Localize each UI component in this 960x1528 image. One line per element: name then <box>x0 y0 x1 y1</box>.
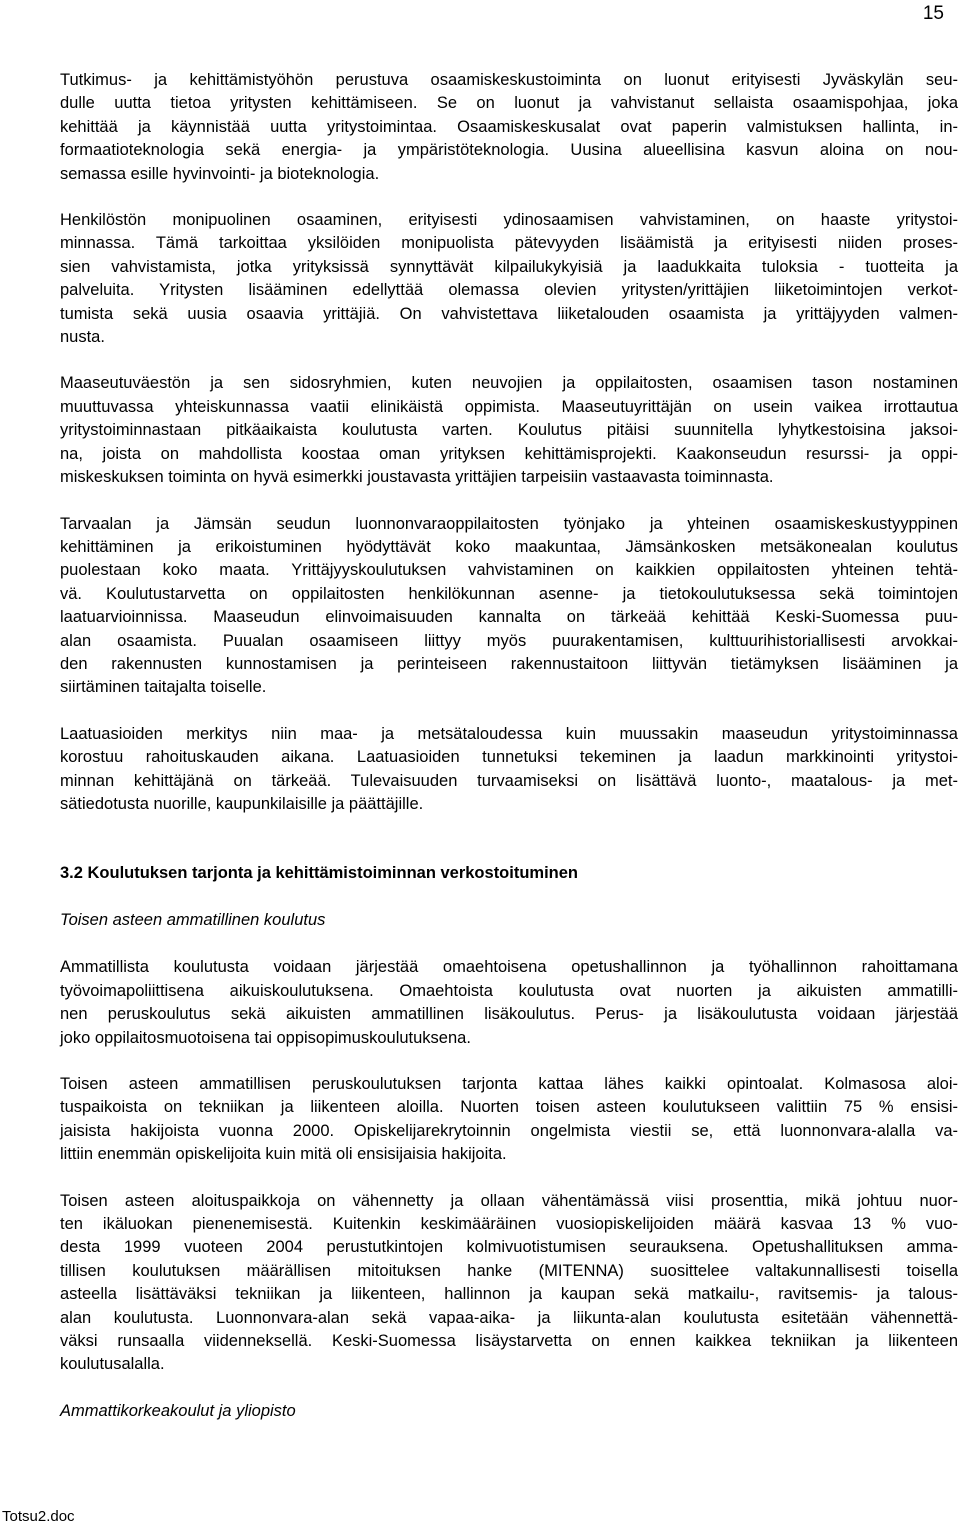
paragraph-line: Tarvaalan ja Jämsän seudun luonnonvaraoppilaitosten työnjako ja yhteinen osaamiskeskustyyppinen <box>60 514 958 533</box>
paragraph-line: palveluita. Yritysten lisääminen edellyttää olemassa olevien yritysten/yrittäjien liiketoimintojen verkot- <box>60 281 958 300</box>
paragraph-line: väksi runsaalla viidenneksellä. Keski-Suomessa lisäystarvetta on ennen kaikkea tekniikan ja liikenteen <box>60 1332 958 1351</box>
paragraph-line: minnan kehittäjänä on tärkeää. Tulevaisuuden turvaamiseksi on lisättävä luonto-, maatalous- ja met- <box>60 771 958 790</box>
paragraph-line: siirtäminen taitajalta toiselle. <box>60 678 267 697</box>
paragraph-line: jaisista hakijoista vuonna 2000. Opiskelijarekrytoinnin ongelmista viestii se, että luonnonvara-alalla va- <box>60 1121 958 1140</box>
section-heading: 3.2 Koulutuksen tarjonta ja kehittämistoiminnan verkostoituminen <box>60 864 579 883</box>
paragraph <box>60 723 958 817</box>
paragraph <box>60 69 958 186</box>
paragraph-line: Henkilöstön monipuolinen osaaminen, erityisesti ydinosaamisen vahvistaminen, on haaste yritystoi- <box>60 211 958 230</box>
paragraph-line: na, joista on mahdollista koostaa oman yrityksen kehittämisprojekti. Kaakonseudun resurssi- ja oppi- <box>60 444 958 463</box>
page-number: 15 <box>922 3 944 24</box>
paragraph <box>60 372 958 489</box>
paragraph-line: tumista sekä uusia osaavia yrittäjiä. On vahvistettava liiketalouden osaamista ja yrittäjyyden valmen- <box>60 304 958 323</box>
paragraph-line: puolestaan koko maata. Yrittäjyyskoulutuksen vahvistaminen on kaikkien oppilaitosten yhteinen tehtä- <box>60 561 958 580</box>
paragraph-line: Maaseutuväestön ja sen sidosryhmien, kuten neuvojien ja oppilaitosten, osaamisen tason nostaminen <box>60 374 958 393</box>
paragraph-line: Toisen asteen ammatillisen peruskoulutuksen tarjonta kattaa lähes kaikki opintoalat. Kolmasosa aloi- <box>60 1075 958 1093</box>
intro-paragraphs <box>60 69 958 816</box>
paragraph <box>60 1190 958 1377</box>
paragraph-line: vä. Koulutustarvetta on oppilaitosten henkilökunnan asenne- ja tietokoulutuksessa sekä toimintojen <box>60 584 958 603</box>
paragraph-line: koulutusalalla. <box>60 1355 165 1374</box>
paragraph-line: minnassa. Tämä tarkoittaa yksilöiden monipuolista pätevyyden lisäämistä ja erityisesti niiden proses- <box>60 234 958 253</box>
paragraph-line: laatuarvioinnissa. Maaseudun elinvoimaisuuden kannalta on tärkeää kehittää Keski-Suomessa puu- <box>60 608 958 627</box>
paragraph-line: Ammatillista koulutusta voidaan järjestää omaehtoisena opetushallinnon ja työhallinnon rahoittamana <box>60 958 958 977</box>
paragraph-line: työvoimapoliittisena aikuiskoulutuksena. Omaehtoista koulutusta ovat nuorten ja aikuisten ammatilli- <box>60 981 958 1000</box>
paragraph-line: alan koulutusta. Luonnonvara-alan sekä vapaa-aika- ja liikunta-alan koulutusta esitetään vähennettä- <box>60 1308 958 1327</box>
subheading-universities: Ammattikorkeakoulut ja yliopisto <box>60 1401 296 1420</box>
footer-filename: Totsu2.doc <box>2 1508 75 1525</box>
paragraph <box>60 209 958 349</box>
paragraph-line: ten ikäluokan pienenemisestä. Kuitenkin keskimääräinen vuosiopiskelijoiden määrä kasvaa 13 % vuo- <box>60 1215 958 1234</box>
section-paragraphs <box>60 956 958 1377</box>
paragraph <box>60 513 958 700</box>
paragraph-line: kehittäminen ja erikoistuminen hyödyttävät koko maakuntaa, Jämsänkosken metsäkonealan koulutus <box>60 537 958 556</box>
paragraph-line: joko oppilaitosmuotoisena tai oppisopimuskoulutuksena. <box>60 1028 471 1047</box>
paragraph-line: formaatioteknologia sekä energia- ja ympäristöteknologia. Uusina alueellisina kasvun aloina on nou- <box>60 141 958 160</box>
paragraph-line: korostuu rahoituskauden aikana. Laatuasioiden tunnetuksi tekeminen ja laadun markkinointi yritystoi- <box>60 748 958 767</box>
paragraph-line: miskeskuksen toiminta on hyvä esimerkki joustavasta yrittäjien tarpeisiin vastaavasta toiminnasta. <box>60 468 774 487</box>
paragraph-line: Tutkimus- ja kehittämistyöhön perustuva osaamiskeskustoiminta on luonut erityisesti Jyväskylän seu- <box>60 71 958 89</box>
paragraph-line: muuttuvassa yhteiskunnassa vaatii elinikäistä oppimista. Maaseutuyrittäjän on usein vaikea irrottautua <box>60 397 958 416</box>
subheading-vocational: Toisen asteen ammatillinen koulutus <box>60 911 326 930</box>
document-body <box>60 69 958 1447</box>
paragraph-line: tuspaikoista on tekniikan ja liikenteen aloilla. Nuorten toisen asteen koulutukseen valittiin 75 % ensisi- <box>60 1098 958 1117</box>
paragraph-line: Laatuasioiden merkitys niin maa- ja metsätaloudessa kuin muussakin maaseudun yritystoiminnassa <box>60 724 958 743</box>
paragraph-line: alan osaamista. Puualan osaamiseen liittyy myös puurakentamisen, kulttuurihistoriallisesti arvokkai- <box>60 631 958 650</box>
paragraph-line: nen peruskoulutus sekä aikuisten ammatillinen lisäkoulutus. Perus- ja lisäkoulutusta voidaan järjestää <box>60 1005 958 1024</box>
paragraph-line: asteella lisättäväksi tekniikan ja liikenteen, hallinnon ja kaupan sekä matkailu-, ravitsemis- ja talous- <box>60 1285 958 1304</box>
paragraph-line: yritystoiminnastaan pitkäaikaista koulutusta varten. Koulutus pitäisi suunnitella lyhytkestoisina jaksoi- <box>60 421 958 440</box>
paragraph-line: kehittää ja käynnistää uutta yritystoimintaa. Osaamiskeskusalat ovat paperin valmistuksen hallinta, in- <box>60 117 958 136</box>
paragraph-line: desta 1999 vuoteen 2004 perustutkintojen kolmivuotistumisen seurauksena. Opetushallituksen amma- <box>60 1238 958 1257</box>
paragraph-line: littiin enemmän opiskelijoita kuin mitä oli ensisijaisia hakijoita. <box>60 1145 507 1164</box>
paragraph <box>60 956 958 1050</box>
paragraph-line: tillisen koulutuksen määrällisen mitoituksen hanke (MITENNA) suosittelee valtakunnallisesti toisella <box>60 1261 958 1280</box>
paragraph-line: Toisen asteen aloituspaikkoja on vähennetty ja ollaan vähentämässä viisi prosenttia, mikä johtuu nuor- <box>60 1191 958 1210</box>
paragraph-line: sätiedotusta nuorille, kaupunkilaisille ja päättäjille. <box>60 794 424 813</box>
paragraph <box>60 1073 958 1167</box>
paragraph-line: sien vahvistamista, jotka yrityksissä synnyttävät kilpailukykyisiä ja laadukkaita tuloksia - tuotteita ja <box>60 257 958 276</box>
paragraph-line: dulle uutta tietoa yritysten kehittämiseen. Se on luonut ja vahvistanut sellaista osaamispohjaa, joka <box>60 94 958 113</box>
paragraph-line: nusta. <box>60 328 105 347</box>
paragraph-line: den rakennusten kunnostamisen ja perinteiseen rakennustaitoon liittyvän tietämyksen lisääminen ja <box>60 654 958 673</box>
paragraph-line: semassa esille hyvinvointi- ja bioteknologia. <box>60 164 380 183</box>
